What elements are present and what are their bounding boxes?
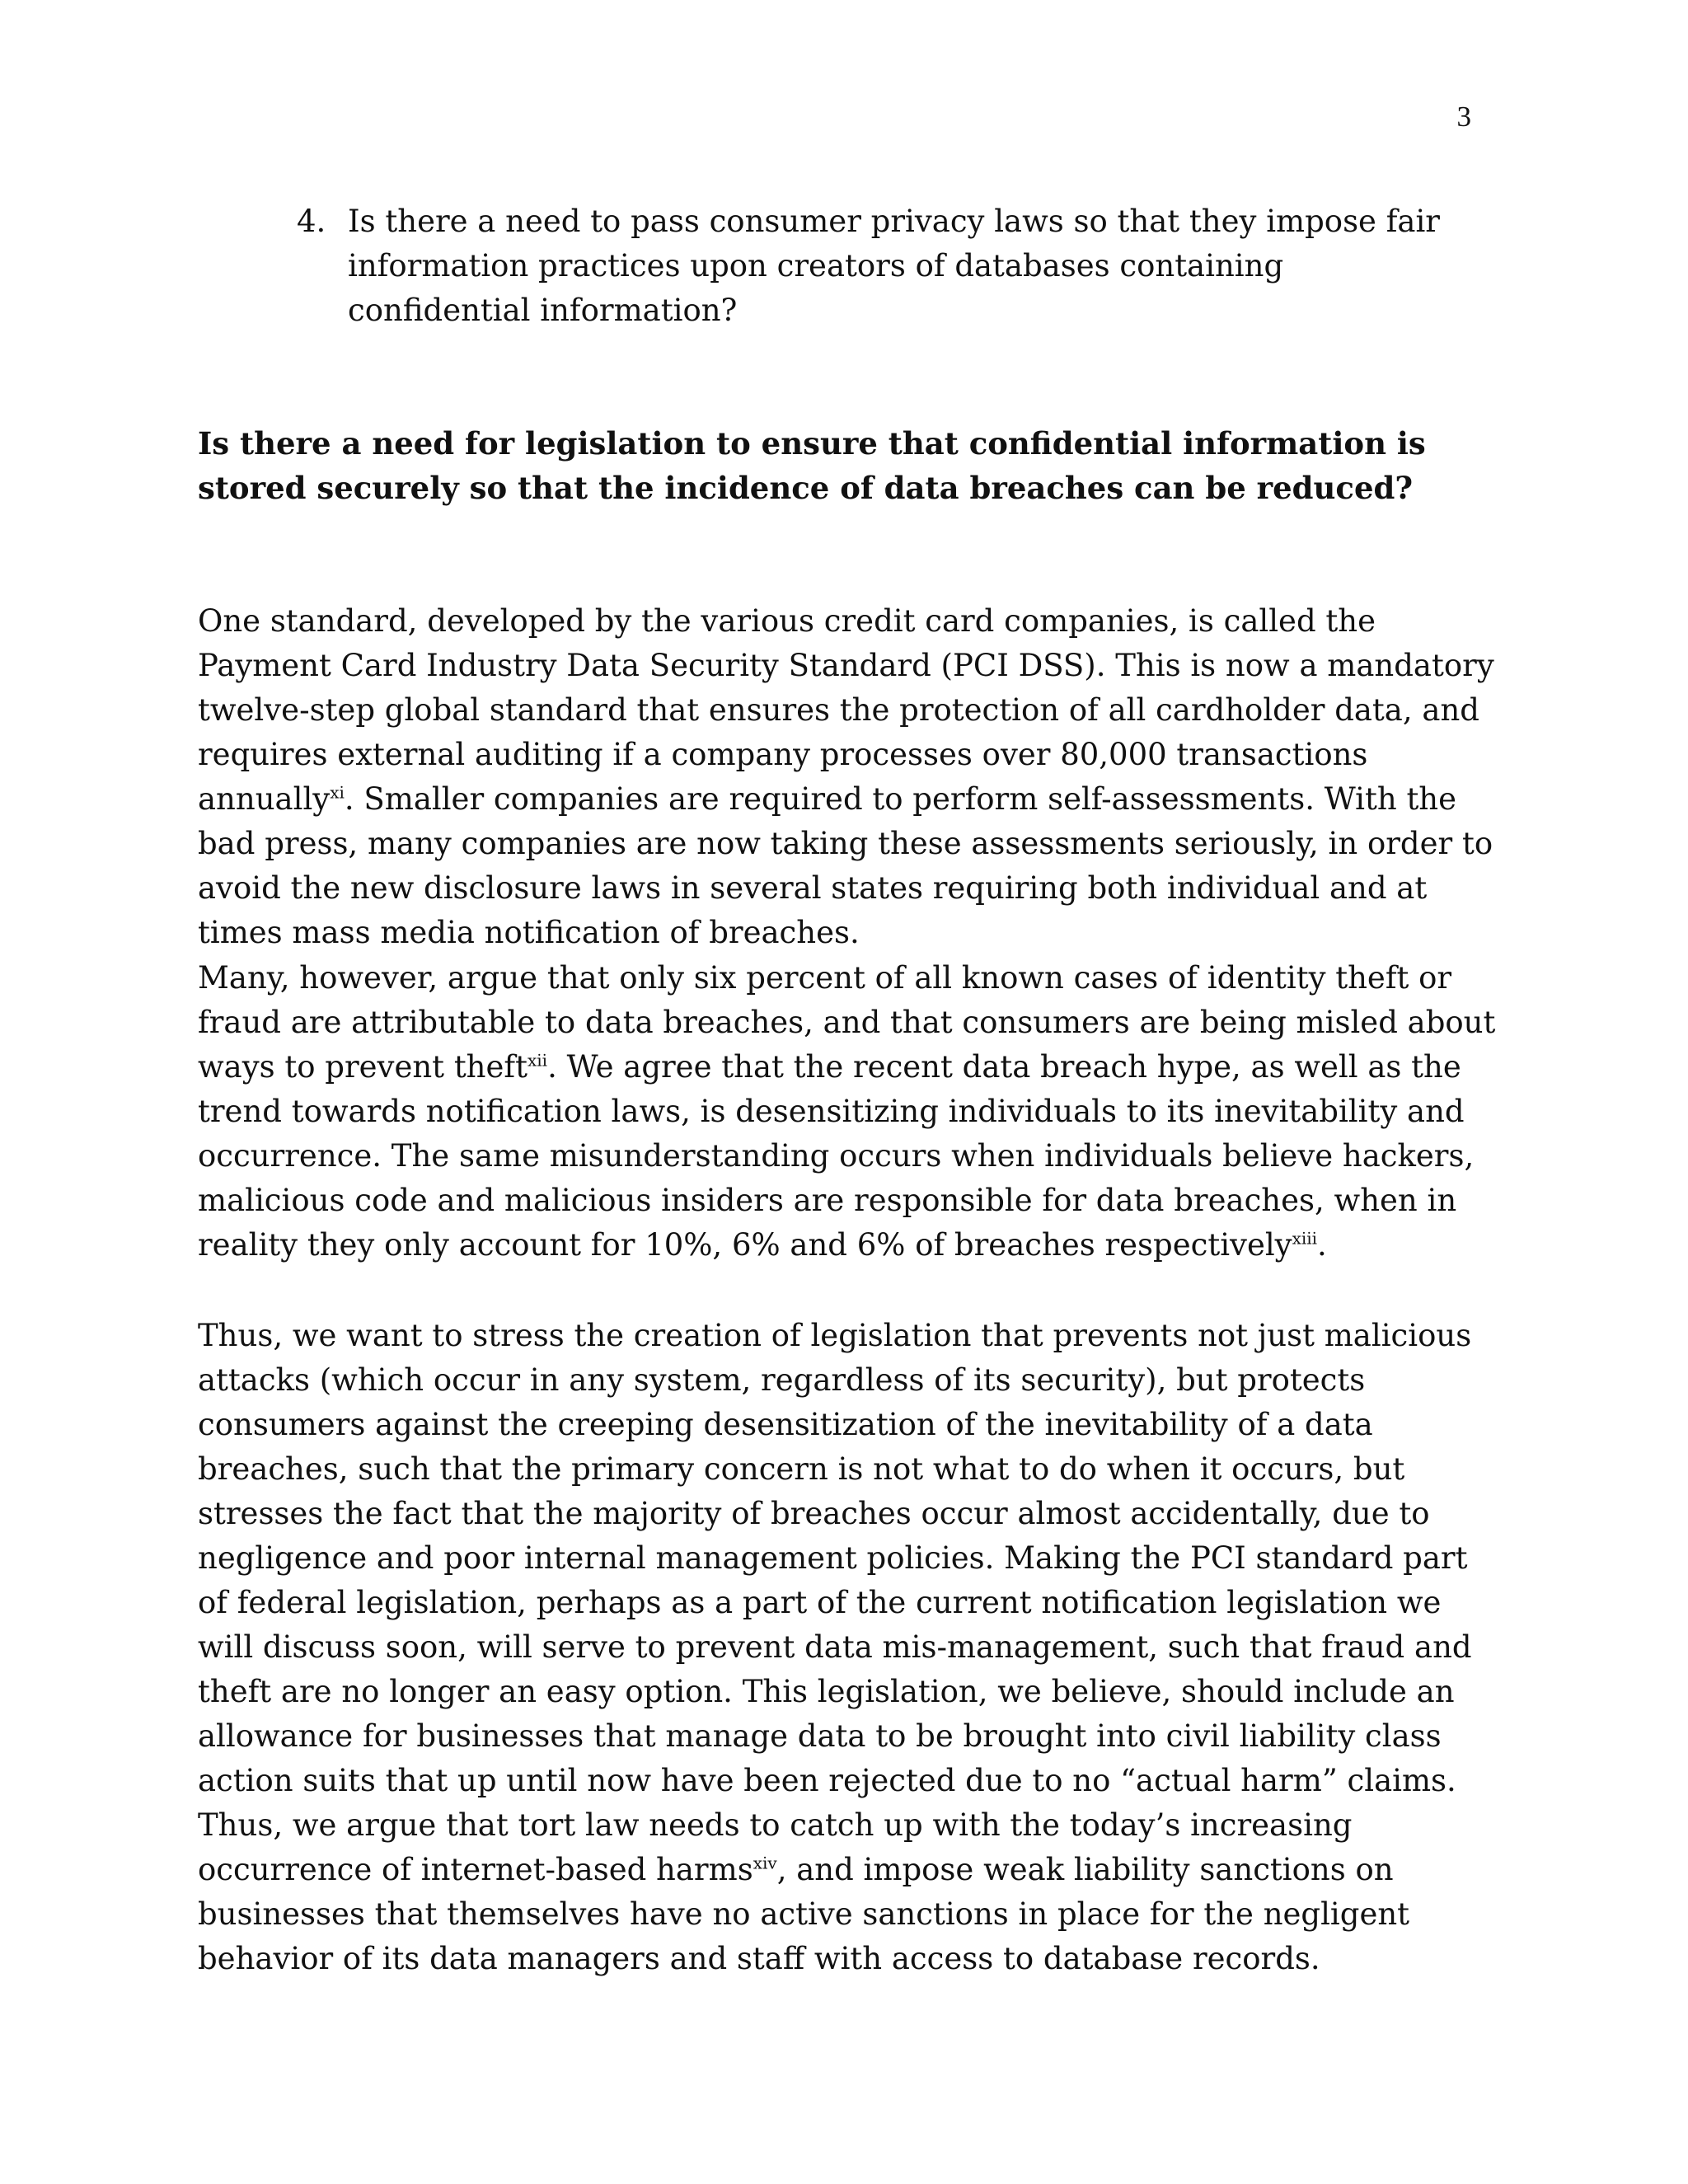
endnote-marker: xi — [330, 782, 345, 803]
paragraph-identity-theft — [198, 956, 1500, 1268]
paragraph-text: Thus, we want to stress the creation of legislation that prevents not just malicious attacks (which occur in any system, regardless of its security), but protects consumers against the creeping desensitization of the inevitability of a data breaches, such that the primary concern is not what to do when it occurs, but stresses the fact that the majority of breaches occur almost accidentally, due to negligence and poor internal management policies. Making the PCI standard part of federal legislation, perhaps as a part of the current notification legislation we will discuss soon, will serve to prevent data mis-management, such that fraud and theft are no longer an easy option. This legislation, we believe, should include an allowance for businesses that manage data to be brought into civil liability class action suits that up until now have been rejected due to no “actual harm” claims. Thus, we argue that tort law needs to catch up with the today’s increasing occurrence of internet-based harms — [198, 1318, 1472, 1887]
question-text: Is there a need to pass consumer privacy laws so that they impose fair information practices upon creators of databases containing confidential information? — [348, 204, 1440, 328]
endnote-marker: xii — [527, 1050, 548, 1071]
endnote-marker: xiv — [753, 1853, 777, 1873]
paragraph-text: . Smaller companies are required to perform self-assessments. With the bad press, many companies are now taking these assessments seriously, in order to avoid the new disclosure laws in several states requiring both individual and at times mass media notification of breaches. — [198, 781, 1493, 950]
question-number: 4. — [297, 204, 326, 239]
page-number: 3 — [1456, 101, 1471, 133]
paragraph-text: One standard, developed by the various credit card companies, is called the Payment Card Industry Data Security Standard (PCI DSS). This is now a mandatory twelve-step global standard that ensures the protection of all cardholder data, and requires external auditing if a company processes over 80,000 transactions annually — [198, 603, 1494, 817]
endnote-marker: xiii — [1292, 1228, 1318, 1249]
paragraph-text: . — [1317, 1227, 1327, 1263]
section-heading: Is there a need for legislation to ensure that confidential information is stored securely so that the incidence of data breaches can be reduced? — [198, 425, 1426, 506]
paragraph-text: . We agree that the recent data breach hype, as well as the trend towards notification laws, is desensitizing individuals to its inevitability and occurrence. The same misunderstanding occurs when individuals believe hackers, malicious code and malicious insiders are responsible for data breaches, when in reality they only account for 10%, 6% and 6% of breaches respectively — [198, 1049, 1475, 1263]
paragraph-text: Many, however, argue that only six percent of all known cases of identity theft or fraud are attributable to data breaches, and that consumers are being misled about ways to prevent theft — [198, 960, 1496, 1085]
paragraph-text: , and impose weak liability sanctions on businesses that themselves have no active sanctions in place for the negligent behavior of its data managers and staff with access to database records. — [198, 1852, 1410, 1976]
numbered-question — [297, 199, 1451, 333]
paragraph-legislation — [198, 1314, 1500, 1981]
paragraph-pci-dss — [198, 599, 1500, 955]
